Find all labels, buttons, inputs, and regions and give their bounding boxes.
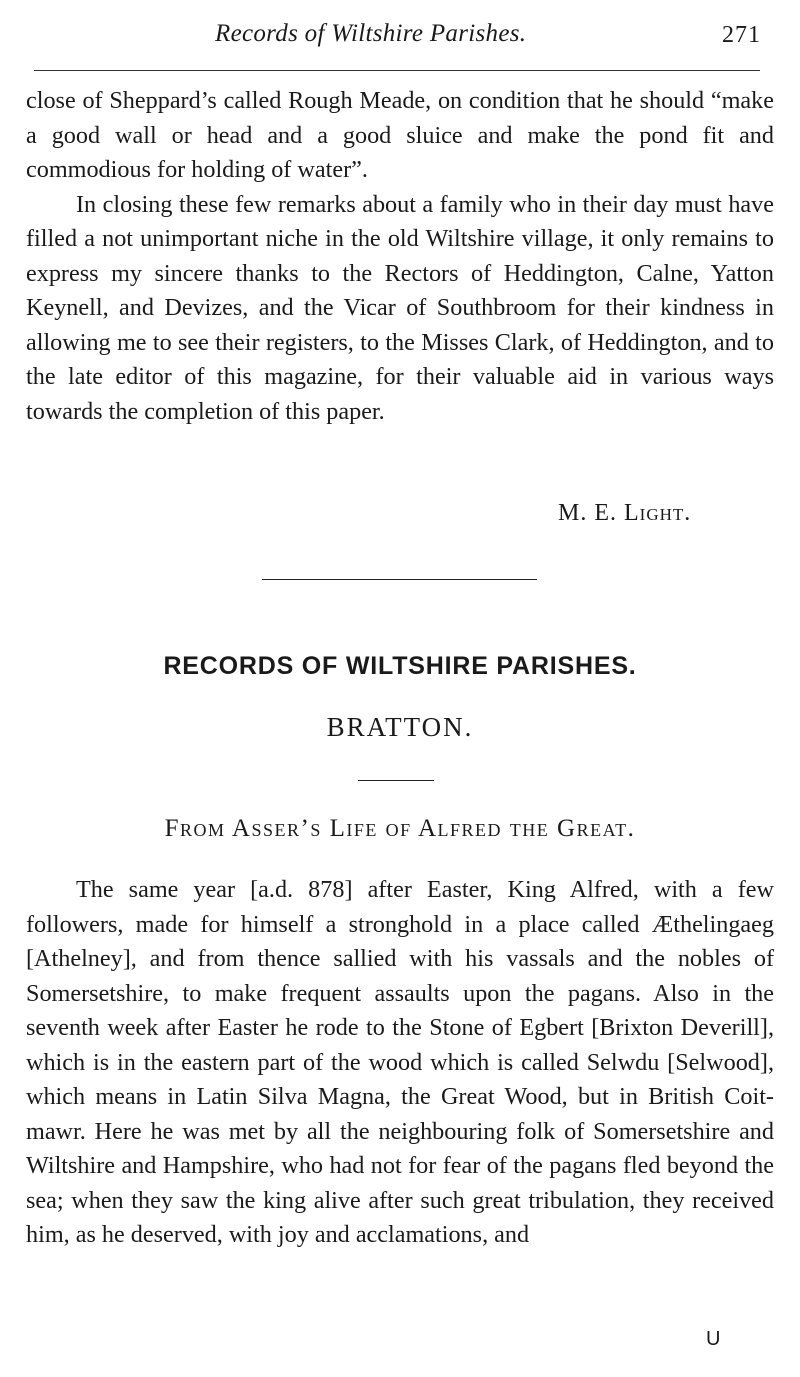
page-number: 271: [722, 22, 761, 48]
section-divider: [262, 579, 537, 580]
place-heading: BRATTON.: [326, 712, 474, 742]
running-header-title: Records of Wiltshire Parishes.: [215, 20, 527, 47]
source-heading: From Asser’s Life of Alfred the Great.: [164, 815, 636, 842]
paragraph: close of Sheppard’s called Rough Meade, on condition that he should “make a good wall or head and a good sluice and make the pond fit and commodious for holding of water”.: [26, 87, 774, 183]
new-article-text: [26, 873, 774, 1253]
signature-mark: U: [706, 1328, 721, 1350]
author-initials: M. E.: [558, 500, 617, 526]
previous-article-text: [26, 84, 774, 429]
author-surname: Light.: [624, 500, 692, 526]
paragraph: The same year [a.d. 878] after Easter, King Alfred, with a few followers, made for himself a stronghold in a place called Æthelingaeg [Athelney], and from thence sallied with his vassals and the nobles of Somersetshire, to make frequent assaults upon the pagans. Also in the seventh week after Easter he rode to the Stone of Egbert [Brixton Deverill], which is in the eastern part of the wood which is called Selwdu [Selwood], which means in Latin Silva Magna, the Great Wood, but in British Coit-mawr. Here he was met by all the neighbouring folk of Somersetshire and Wiltshire and Hampshire, who had not for fear of the pagans fled beyond the sea; when they saw the king alive after such great tribulation, they received him, as he deserved, with joy and acclamations, and: [26, 876, 774, 1248]
header-divider: [34, 70, 760, 71]
short-divider: [358, 780, 434, 781]
paragraph: In closing these few remarks about a family who in their day must have filled a not unimportant niche in the old Wiltshire village, it only remains to express my sincere thanks to the Rectors of Heddington, Calne, Yatton Keynell, and Devizes, and the Vicar of Southbroom for their kindness in allowing me to see their registers, to the Misses Clark, of Heddington, and to the late editor of this magazine, for their valuable aid in various ways towards the completion of this paper.: [26, 190, 774, 425]
section-title: RECORDS OF WILTSHIRE PARISHES.: [163, 652, 637, 680]
author-signature: [558, 500, 691, 527]
